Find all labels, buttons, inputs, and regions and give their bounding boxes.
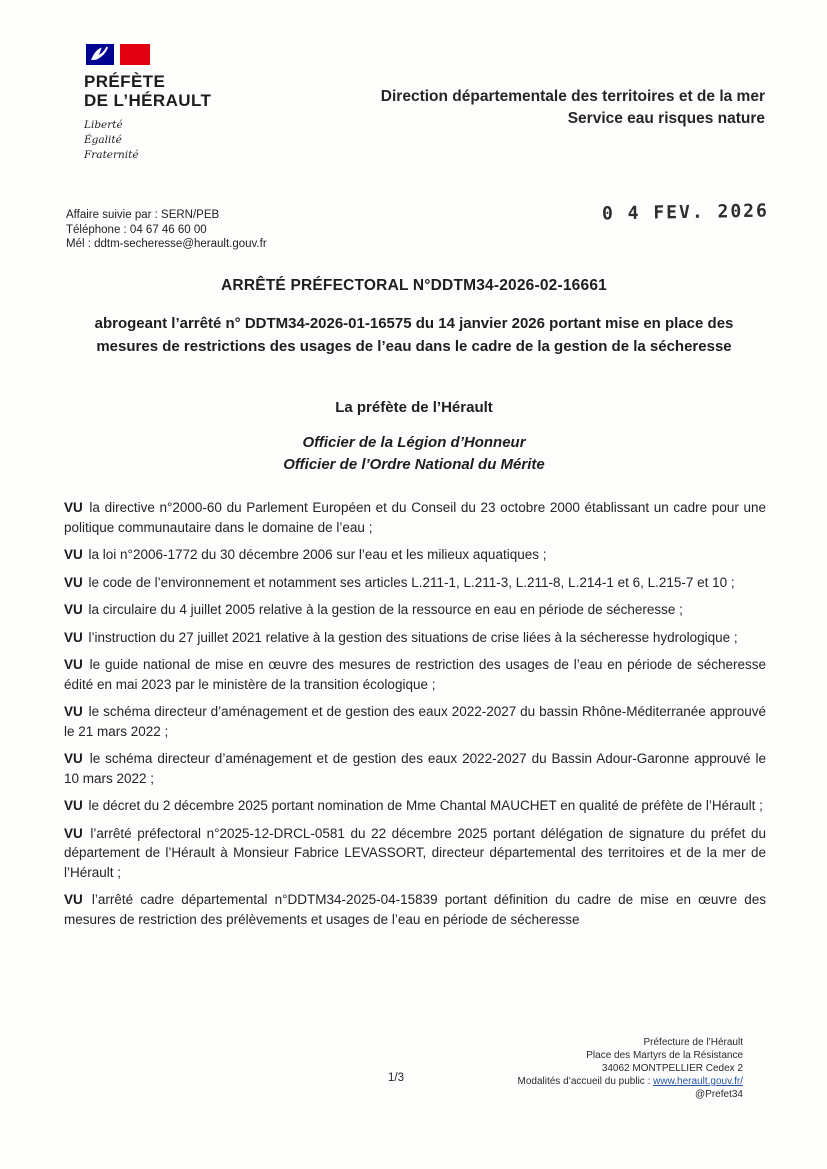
footer-social-handle: @Prefet34 [695, 1089, 743, 1100]
contact-email: Mél : ddtm-secheresse@herault.gouv.fr [66, 238, 267, 250]
recital-paragraph [64, 890, 766, 929]
footer-website-link: www.herault.gouv.fr/ [653, 1076, 743, 1087]
recital-text: le schéma directeur d’aménagement et de gestion des eaux 2022-2027 du Bassin Adour-Garonne approuvé le 10 mars 2022 ; [64, 751, 766, 786]
footer-address-block [518, 1036, 744, 1101]
recital-lead: VU [64, 892, 83, 907]
recital-text: la circulaire du 4 juillet 2005 relative à la gestion de la ressource en eau en période de sécheresse ; [88, 602, 683, 617]
recital-lead: VU [64, 574, 83, 590]
recital-lead: VU [64, 751, 83, 766]
recital-text: l’arrêté cadre départemental n°DDTM34-2025-04-15839 portant définition du cadre de mise en œuvre des mesures de restriction des prélèvements et usages de l’eau en période de sécheresse [64, 892, 766, 927]
marianne-icon [86, 44, 114, 65]
footer-street: Place des Martyrs de la Résistance [586, 1050, 743, 1061]
footer-public-label: Modalités d’accueil du public : [517, 1076, 654, 1087]
recital-paragraph [64, 749, 766, 788]
recital-lead: VU [64, 798, 83, 813]
recitals-section [64, 498, 766, 937]
recital-text: la loi n°2006-1772 du 30 décembre 2006 sur l’eau et les milieux aquatiques ; [88, 547, 547, 562]
motto-liberte: Liberté [84, 119, 123, 131]
recital-text: le guide national de mise en œuvre des mesures de restriction des usages de l’eau en période de sécheresse édité en mai 2023 par le ministère de la transition écologique ; [64, 657, 766, 692]
contact-block [66, 208, 267, 252]
date-stamp: 0 4 FEV. 2026 [601, 200, 770, 225]
footer-city: 34062 MONTPELLIER Cedex 2 [601, 1063, 743, 1074]
flag-blue-block [86, 44, 114, 65]
recital-paragraph [64, 824, 766, 883]
prefecture-name [84, 72, 211, 110]
service-unit: Service eau risques nature [567, 110, 765, 127]
recital-paragraph [64, 600, 766, 620]
recital-paragraph [64, 628, 766, 648]
recital-paragraph [64, 796, 766, 816]
honors-block [64, 432, 764, 476]
recital-text: le schéma directeur d’aménagement et de gestion des eaux 2022-2027 du bassin Rhône-Méditerranée approuvé le 21 mars 2022 ; [64, 704, 766, 739]
prefecture-name-line2: DE L’HÉRAULT [84, 91, 212, 110]
authority-line: La préfète de l’Hérault [335, 399, 493, 416]
republic-motto [84, 118, 211, 163]
service-header [381, 86, 765, 130]
recital-paragraph [64, 498, 766, 537]
recital-text: l’instruction du 27 juillet 2021 relative à la gestion des situations de crise liées à la sécheresse hydrologique ; [88, 629, 738, 645]
recital-paragraph [64, 702, 766, 741]
french-flag-icon [86, 44, 150, 65]
page-number: 1/3 [388, 1072, 404, 1084]
honor-line-1: Officier de la Légion d’Honneur [302, 434, 526, 451]
service-direction: Direction départementale des territoires et de la mer [380, 88, 765, 105]
recital-text: le décret du 2 décembre 2025 portant nomination de Mme Chantal MAUCHET en qualité de préfète de l’Hérault ; [88, 798, 763, 813]
recital-lead: VU [64, 602, 83, 617]
footer-public-access [518, 1075, 744, 1088]
recital-text: l’arrêté préfectoral n°2025-12-DRCL-0581 du 22 décembre 2025 portant délégation de signature du préfet du département de l’Hérault à Monsieur Fabrice LEVASSORT, directeur départemental des territoires et de la mer de l’Hérault ; [64, 825, 766, 880]
footer-prefecture: Préfecture de l’Hérault [643, 1037, 743, 1048]
recital-text: la directive n°2000-60 du Parlement Européen et du Conseil du 23 octobre 2000 établissant un cadre pour une politique communautaire dans le domaine de l’eau ; [64, 500, 766, 535]
recital-lead: VU [64, 500, 83, 515]
flag-red-block [120, 44, 150, 65]
decree-title: ARRÊTÉ PRÉFECTORAL N°DDTM34-2026-02-16661 [221, 277, 607, 294]
recital-lead: VU [64, 547, 83, 562]
recital-text: le code de l’environnement et notamment ses articles L.211-1, L.211-3, L.211-8, L.214-1 et 6, L.215-7 et 10 ; [88, 574, 735, 590]
prefecture-name-line1: PRÉFÈTE [84, 72, 166, 91]
recital-lead: VU [64, 704, 83, 719]
recital-paragraph [64, 655, 766, 694]
motto-fraternite: Fraternité [84, 149, 139, 161]
contact-case-officer: Affaire suivie par : SERN/PEB [66, 209, 220, 221]
honor-line-2: Officier de l’Ordre National du Mérite [283, 456, 545, 473]
gov-logo [84, 44, 211, 163]
recital-lead: VU [64, 629, 83, 645]
contact-phone: Téléphone : 04 67 46 60 00 [66, 223, 207, 236]
decree-subtitle: abrogeant l’arrêté n° DDTM34-2026-01-16575 du 14 janvier 2026 portant mise en place des mesures de restrictions des usages de l’eau dans le cadre de la gestion de la sécheresse [94, 315, 734, 355]
recital-lead: VU [64, 825, 83, 841]
recital-paragraph [64, 573, 766, 593]
motto-egalite: Égalité [84, 134, 122, 146]
recital-lead: VU [64, 657, 83, 672]
recital-paragraph [64, 545, 766, 565]
